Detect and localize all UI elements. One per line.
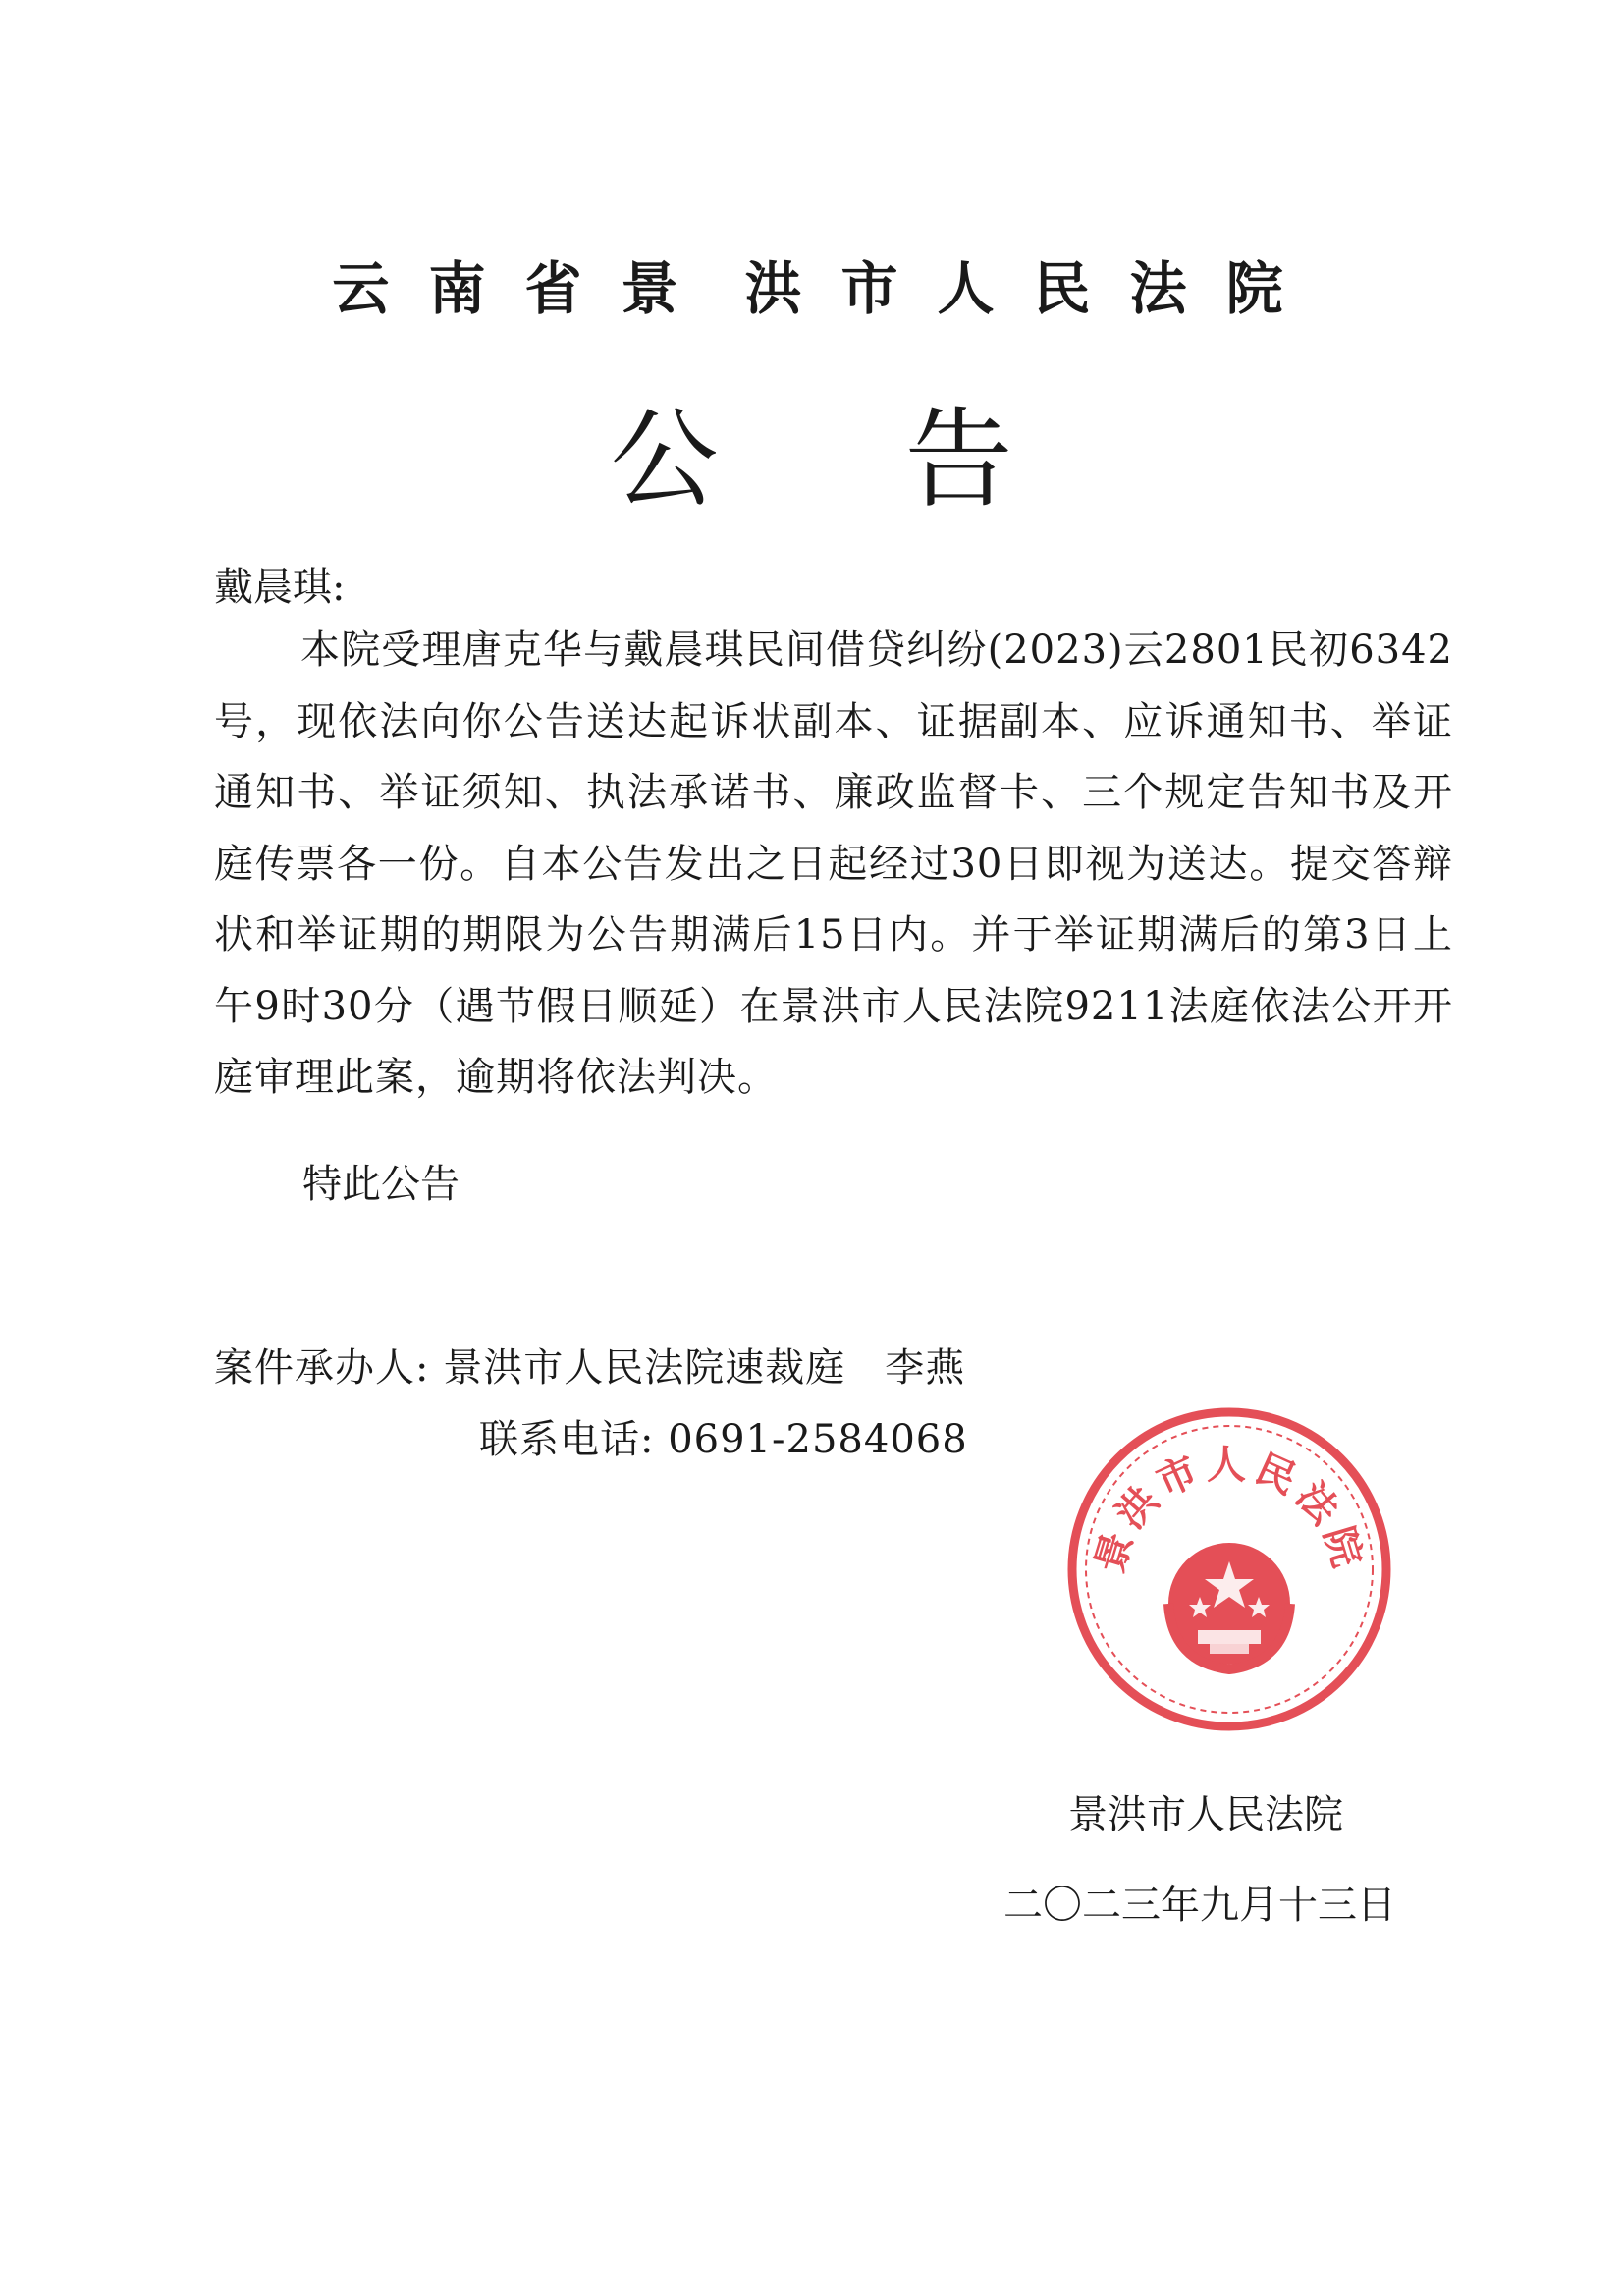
contact-phone-line [479,1412,968,1467]
court-name-char: 市 [840,255,906,322]
court-name-char: 景 [621,255,686,322]
handler-department: 景洪市人民法院速裁庭 [443,1345,846,1391]
court-name-char: 人 [937,255,1002,322]
signature-court-name: 景洪市人民法院 [1068,1792,1343,1837]
seal-arc-text: 景洪市人民法院 [1087,1443,1372,1578]
addressee: 戴晨琪: [214,565,346,610]
court-name-char: 南 [428,255,494,322]
court-name-char: 民 [1033,255,1099,322]
document-title [0,397,1623,522]
court-name-char: 院 [1225,255,1291,322]
handler-name: 李燕 [885,1345,966,1391]
court-name-char: 省 [524,255,590,322]
court-name-char: 云 [332,255,398,322]
court-name-char: 法 [1129,255,1195,322]
handler-label: 案件承办人: [214,1345,430,1391]
case-handler-line [214,1340,965,1395]
court-name-heading [0,253,1623,324]
phone-number: 0691-2584068 [668,1417,968,1462]
title-char: 公 [610,397,719,522]
phone-label: 联系电话: [479,1417,655,1462]
title-char: 告 [904,397,1013,522]
court-seal-stamp [1062,1402,1396,1736]
signature-date: 二〇二三年九月十三日 [1003,1883,1396,1928]
closing-phrase: 特此公告 [302,1162,460,1207]
notice-body: 本院受理唐克华与戴晨琪民间借贷纠纷(2023)云2801民初6342号，现依法向你公告送达起诉状副本、证据副本、应诉通知书、举证通知书、举证须知、执法承诺书、廉政监督卡、三个规定告知书及开庭传票各一份。自本公告发出之日起经过30日即视为送达。提交答辩状和举证期的期限为公告期满后15日内。并于举证期满后的第3日上午9时30分（遇节假日顺延）在景洪市人民法院9211法庭依法公开开庭审理此案，逾期将依法判决。 [214,628,1453,1100]
court-name-char: 洪 [744,255,810,322]
national-emblem-icon [1168,1543,1290,1669]
